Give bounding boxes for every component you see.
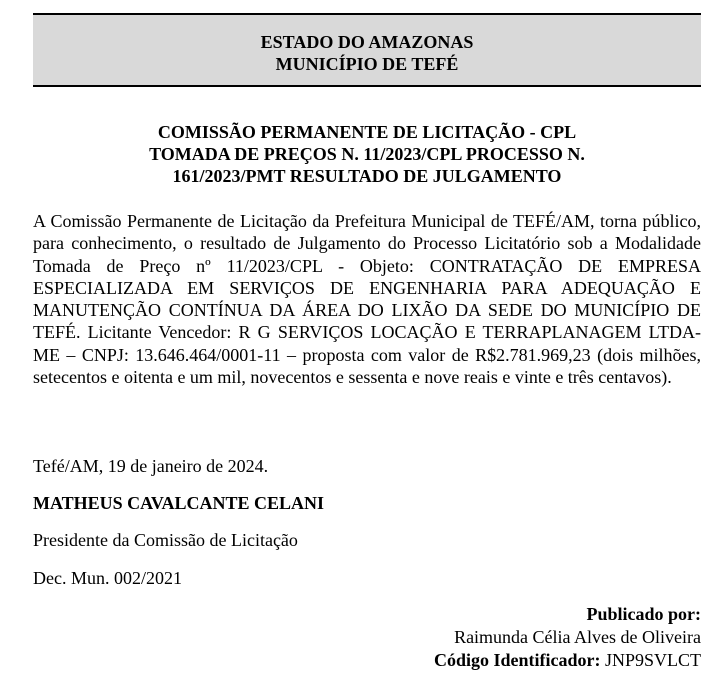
published-by-label: Publicado por: xyxy=(586,604,701,624)
identifier-value: JNP9SVLCT xyxy=(604,650,701,670)
announcement-paragraph: A Comissão Permanente de Licitação da Prefeitura Municipal de TEFÉ/AM, torna público, para conhecimento, o resultado de Julgamento do Processo Licitatório sob a Modalidade Tomada de Preço nº 11/2023/CPL - Objeto: CONTRATAÇÃO DE EMPRESA ESPECIALIZADA EM SERVIÇOS DE ENGENHARIA PARA ADEQUAÇÃO E MANUTENÇÃO CONTÍNUA DA ÁREA DO LIXÃO DA SEDE DO MUNICÍPIO DE TEFÉ. Licitante Vencedor: R G SERVIÇOS LOCAÇÃO E TERRAPLANAGEM LTDA-ME – CNPJ: 13.646.464/0001-11 – proposta com valor de R$2.781.969,23 (dois milhões, setecentos e oitenta e um mil, novecentos e sessenta e nove reais e vinte e três centavos). xyxy=(33,211,701,388)
municipality-heading: MUNICÍPIO DE TEFÉ xyxy=(275,54,459,74)
signer-role: Presidente da Comissão de Licitação xyxy=(33,530,298,550)
date-line: Tefé/AM, 19 de janeiro de 2024. xyxy=(33,456,269,476)
title-line-3: 161/2023/PMT RESULTADO DE JULGAMENTO xyxy=(172,166,562,186)
signer-name: MATHEUS CAVALCANTE CELANI xyxy=(33,493,325,513)
decree-reference: Dec. Mun. 002/2021 xyxy=(33,568,182,588)
publisher-name: Raimunda Célia Alves de Oliveira xyxy=(454,627,701,647)
header-box xyxy=(33,13,701,87)
state-heading: ESTADO DO AMAZONAS xyxy=(260,32,474,52)
document-title xyxy=(33,121,701,187)
title-line-1: COMISSÃO PERMANENTE DE LICITAÇÃO - CPL xyxy=(157,122,577,142)
identifier-label: Código Identificador: xyxy=(433,650,601,670)
identifier-line xyxy=(434,649,701,672)
title-line-2: TOMADA DE PREÇOS N. 11/2023/CPL PROCESSO N. xyxy=(149,144,585,164)
publication-block xyxy=(434,603,701,672)
